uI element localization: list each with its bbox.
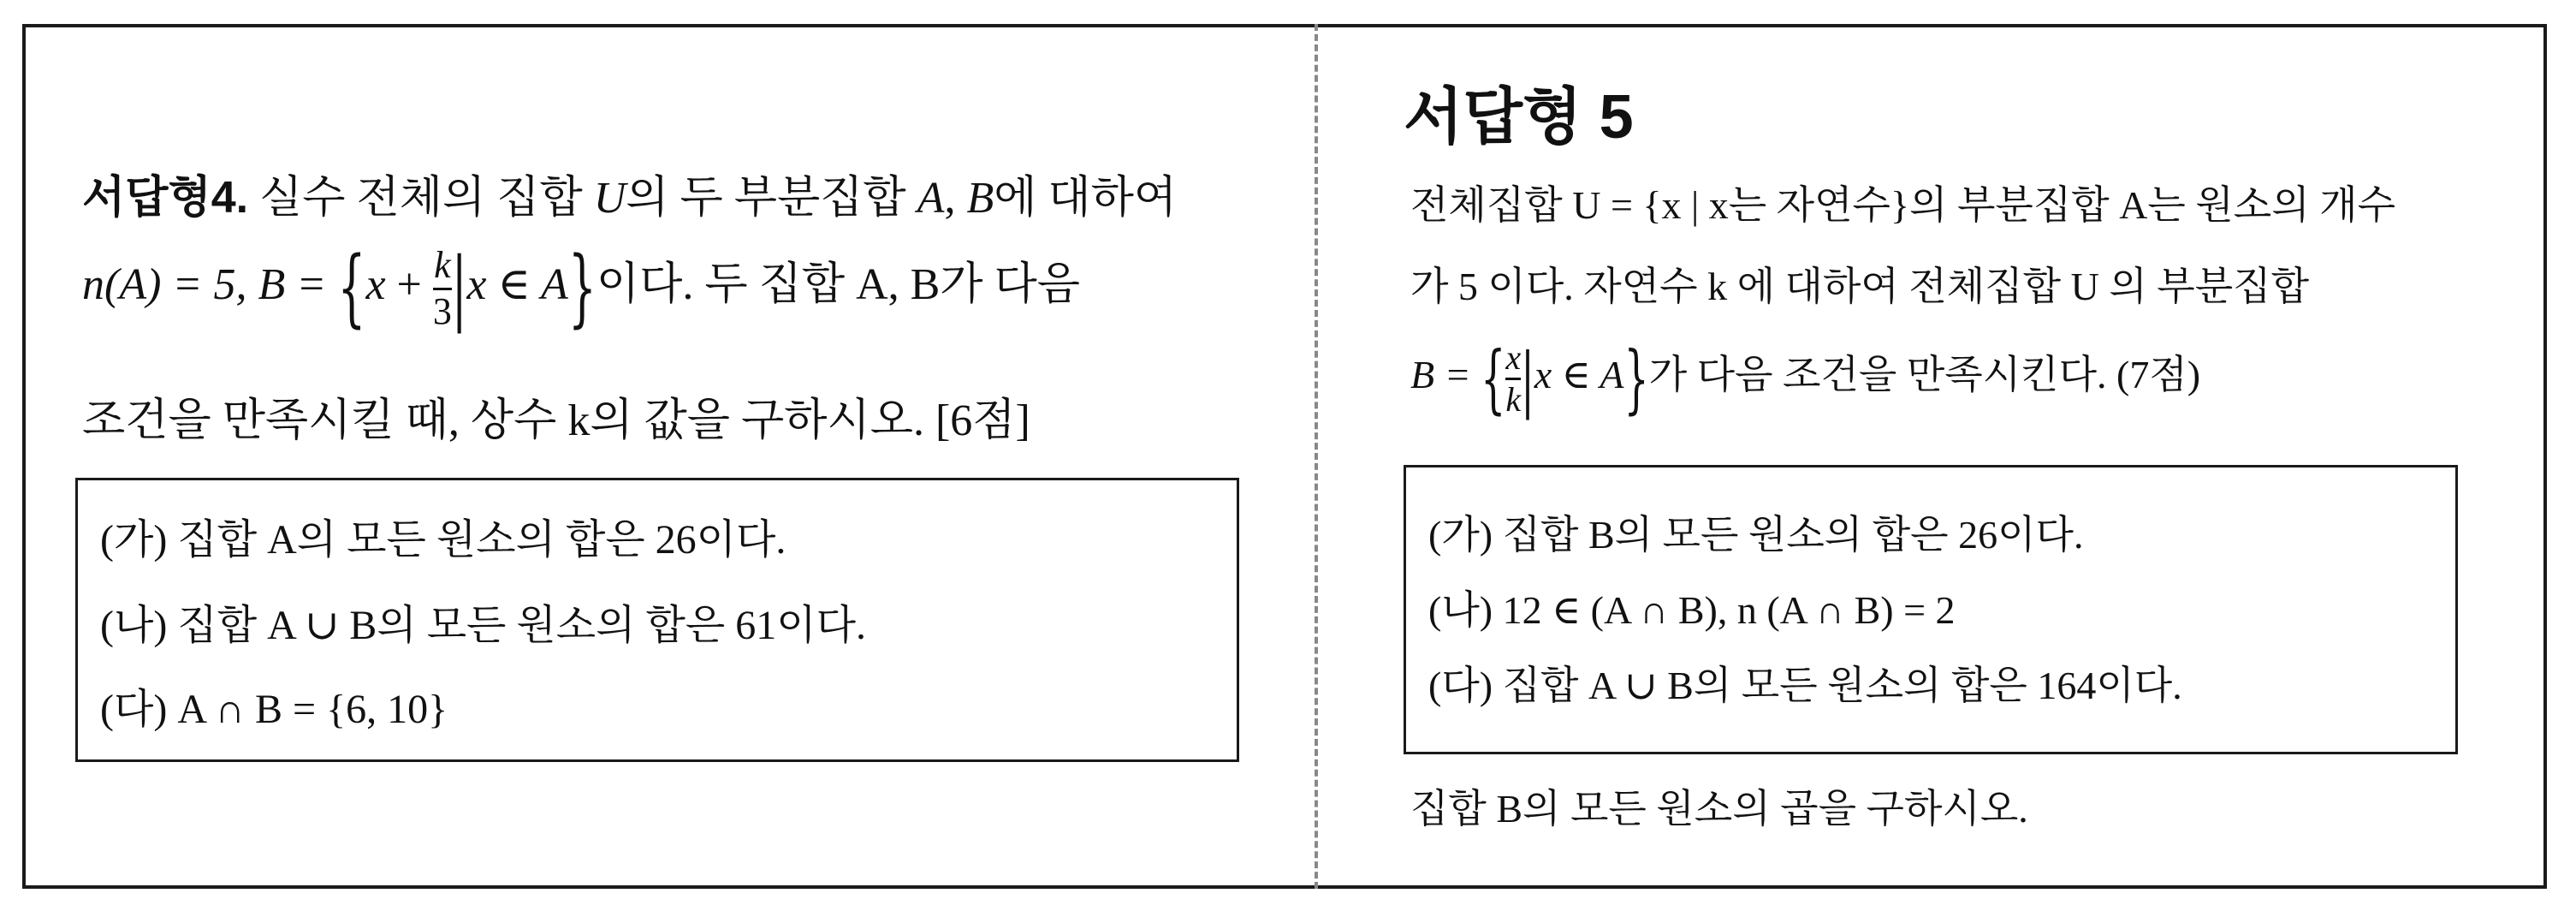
condition-na: (나) 집합 A ∪ B의 모든 원소의 합은 61이다. xyxy=(100,603,867,648)
column-divider xyxy=(1315,24,1318,889)
problem-5-line-1: 전체집합 U = {x | x는 자연수}의 부분집합 A는 원소의 개수 xyxy=(1410,183,2396,227)
set-builder-bar: | xyxy=(451,242,467,336)
set-B: B xyxy=(966,174,994,223)
var-x: x xyxy=(365,260,386,309)
condition-na: (나) 12 ∈ (A ∩ B), n (A ∩ B) = 2 xyxy=(1428,588,1956,632)
x-in-A: x ∈ A xyxy=(466,260,568,309)
fraction-k-over-3 xyxy=(433,246,452,330)
fraction-x-over-k xyxy=(1505,337,1522,419)
plus-sign: + xyxy=(385,260,433,309)
problem-4-label: 서답형4. xyxy=(82,173,249,223)
problem-5-line-3 xyxy=(1410,319,2200,431)
right-brace: } xyxy=(1623,335,1649,423)
text-fragment: 이다. 두 집합 A, B가 다음 xyxy=(596,260,1080,309)
text-fragment: 가 다음 조건을 만족시킨다. (7점) xyxy=(1648,353,2201,396)
text-fragment: 에 대하여 xyxy=(994,174,1178,223)
text-fragment: , xyxy=(944,174,967,223)
condition-da: (다) 집합 A ∪ B의 모든 원소의 합은 164이다. xyxy=(1428,664,2182,707)
text-fragment: 의 두 부분집합 xyxy=(626,174,917,223)
text-fragment: 실수 전체의 집합 xyxy=(248,174,594,223)
condition-ga: (가) 집합 B의 모든 원소의 합은 26이다. xyxy=(1428,513,2084,557)
set-U: U xyxy=(593,174,626,223)
problem-5-heading: 서답형 5 xyxy=(1404,83,1634,152)
problem-5-line-2: 가 5 이다. 자연수 k 에 대하여 전체집합 U 의 부분집합 xyxy=(1410,265,2310,308)
fraction-denominator: k xyxy=(1505,379,1522,419)
left-brace: { xyxy=(337,240,366,338)
fraction-numerator: x xyxy=(1505,337,1522,377)
problem-4-line-2 xyxy=(82,234,1080,336)
problem-5-question: 집합 B의 모든 원소의 곱을 구하시오. xyxy=(1410,787,2028,831)
problem-5-conditions-box xyxy=(1404,465,2458,754)
problem-4-line-1 xyxy=(82,161,1177,225)
left-brace: { xyxy=(1481,335,1506,423)
fraction-numerator: k xyxy=(434,244,451,287)
problem-4-line-3: 조건을 만족시킬 때, 상수 k의 값을 구하시오. [6점] xyxy=(82,396,1030,445)
problem-4-conditions-box xyxy=(75,478,1239,762)
fraction-denominator: 3 xyxy=(432,289,452,332)
condition-da: (다) A ∩ B = {6, 10} xyxy=(100,687,448,732)
set-builder-bar: | xyxy=(1521,336,1534,421)
right-brace: } xyxy=(567,240,597,338)
B-equals: B = xyxy=(1410,353,1481,396)
x-in-A: x ∈ A xyxy=(1534,353,1624,396)
set-A: A xyxy=(917,174,945,223)
condition-ga: (가) 집합 A의 모든 원소의 합은 26이다. xyxy=(100,517,786,563)
B-equals: B = xyxy=(258,260,338,309)
n-of-A: n(A) = 5, xyxy=(82,260,258,309)
